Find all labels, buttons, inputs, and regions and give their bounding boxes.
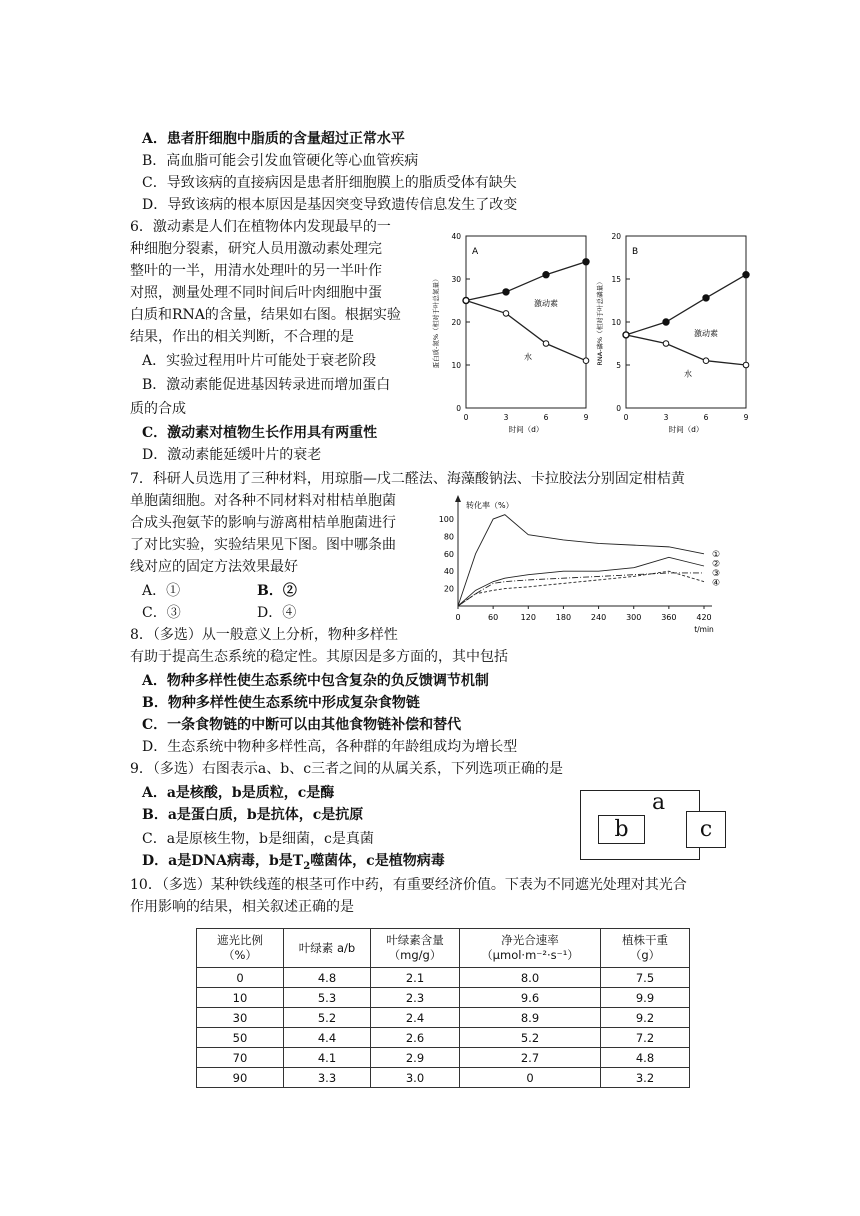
q6-option-c: C．激动素对植物生长作用具有两重性 xyxy=(142,425,378,441)
y-tick-label: 5 xyxy=(616,361,621,370)
data-point xyxy=(663,341,669,347)
series-line xyxy=(626,335,746,365)
table-row: 70 4.1 2.9 2.7 4.8 xyxy=(197,1048,690,1068)
x-tick-label: 300 xyxy=(626,613,642,622)
set-label-a: a xyxy=(652,790,666,815)
chart-a xyxy=(428,228,596,450)
q6-option-b: B．激动素能促进基因转录进而增加蛋白 xyxy=(142,377,391,393)
panel-label: A xyxy=(472,247,479,257)
series-line xyxy=(458,573,704,606)
y-tick-label: 100 xyxy=(438,515,454,525)
q6-option-d: D．激动素能延缓叶片的衰老 xyxy=(142,447,322,463)
q9-option-d: D．a是DNA病毒，b是$T_2$噬菌体，c是植物病毒 xyxy=(142,853,445,872)
x-tick-label: 0 xyxy=(623,413,629,422)
header-shading: 遮光比例 （%） xyxy=(197,929,284,968)
table-row: 90 3.3 3.0 0 3.2 xyxy=(197,1068,690,1088)
q7-option-c: C．③ xyxy=(142,605,181,621)
q6-stem-1: 6．激动素是人们在植物体内发现最早的一 xyxy=(130,219,391,235)
plot-frame xyxy=(466,236,586,408)
q8-line-2: 有助于提高生态系统的稳定性。其原因是多方面的，其中包括 xyxy=(130,649,508,665)
series-label: ④ xyxy=(712,578,721,589)
y-tick-label: 10 xyxy=(611,318,621,327)
x-tick-label: 180 xyxy=(555,613,572,622)
header-net-photosynthesis: 净光合速率 （μmol·m⁻²·s⁻¹） xyxy=(460,929,601,968)
y-tick-label: 0 xyxy=(616,404,621,413)
x-axis-label: 时间（d） xyxy=(668,425,704,434)
q6-stem-4: 对照，测量处理不同时间后叶肉细胞中蛋 xyxy=(130,285,382,301)
x-tick-label: 120 xyxy=(520,613,536,622)
y-tick-label: 20 xyxy=(451,318,461,327)
q5-option-b: B．高血脂可能会引发血管硬化等心血管疾病 xyxy=(142,153,419,169)
q8-option-d: D．生态系统中物种多样性高，各种群的年龄组成均为增长型 xyxy=(142,739,518,755)
header-dry-weight: 植株干重 （g） xyxy=(601,929,690,968)
y-tick-label: 15 xyxy=(611,275,621,284)
table-row: 30 5.2 2.4 8.9 9.2 xyxy=(197,1008,690,1028)
shading-table xyxy=(196,928,690,1088)
q7-stem-4: 线对应的固定方法效果最好 xyxy=(130,559,298,575)
series-line xyxy=(466,262,586,301)
x-tick-label: 3 xyxy=(663,413,669,422)
data-point xyxy=(703,358,709,364)
q8-option-a: A．物种多样性使生态系统中包含复杂的负反馈调节机制 xyxy=(142,673,489,689)
y-tick-label: 60 xyxy=(443,549,454,559)
q5-option-c: C．导致该病的直接病因是患者肝细胞膜上的脂质受体有缺失 xyxy=(142,175,517,191)
y-tick-label: 20 xyxy=(611,232,621,241)
q9-option-a: A．a是核酸，b是质粒，c是酶 xyxy=(142,785,335,801)
q5-option-d: D．导致该病的根本原因是基因突变导致遗传信息发生了改变 xyxy=(142,197,518,213)
q6-stem-6: 结果，作出的相关判断，不合理的是 xyxy=(130,329,354,345)
x-tick-label: 3 xyxy=(503,413,509,422)
series-label: ③ xyxy=(712,568,721,579)
q7-option-d: D．④ xyxy=(257,605,297,621)
chart-b xyxy=(596,228,756,450)
q6-stem-3: 整叶的一半，用清水处理叶的另一半叶作 xyxy=(130,263,382,279)
x-tick-label: 60 xyxy=(488,613,499,622)
q7-line-1: 7．科研人员选用了三种材料，用琼脂—戊二醛法、海藻酸钠法、卡拉胶法分别固定柑桔黄 xyxy=(130,471,685,487)
q9-stem: 9．（多选）右图表示a、b、c三者之间的从属关系，下列选项正确的是 xyxy=(130,761,564,777)
q6-stem-5: 白质和RNA的含量，结果如右图。根据实验 xyxy=(130,307,401,323)
chart-conversion-rate xyxy=(430,492,730,640)
q8-option-c: C．一条食物链的中断可以由其他食物链补偿和替代 xyxy=(142,717,462,733)
data-point xyxy=(503,311,509,317)
y-tick-label: 30 xyxy=(451,275,461,284)
header-chl-content: 叶绿素含量 （mg/g） xyxy=(371,929,460,968)
q5-option-a: A．患者肝细胞中脂质的含量超过正常水平 xyxy=(142,131,405,147)
x-tick-label: 0 xyxy=(455,613,461,622)
set-b-box: b xyxy=(598,815,645,844)
series-label: 水 xyxy=(684,369,692,379)
y-axis-label: RNA-磷%（相对于叶总磷量） xyxy=(596,278,604,366)
data-point xyxy=(623,332,629,338)
x-tick-label: 240 xyxy=(590,613,607,622)
series-label: 激动素 xyxy=(694,329,718,338)
x-tick-label: 0 xyxy=(463,413,469,422)
y-tick-label: 10 xyxy=(451,361,461,370)
data-point xyxy=(543,341,549,347)
q8-line-1: 8．（多选）从一般意义上分析，物种多样性 xyxy=(130,627,398,643)
y-tick-label: 0 xyxy=(456,404,461,413)
table-row: 0 4.8 2.1 8.0 7.5 xyxy=(197,968,690,988)
q10-line-2: 作用影响的结果，相关叙述正确的是 xyxy=(130,899,354,915)
plot-frame xyxy=(626,236,746,408)
series-label: 水 xyxy=(524,352,532,362)
series-label: 激动素 xyxy=(534,298,558,308)
x-tick-label: 6 xyxy=(543,413,549,422)
series-line xyxy=(458,571,704,606)
y-axis-arrow xyxy=(455,495,461,502)
data-point xyxy=(663,319,669,325)
x-tick-label: 6 xyxy=(703,413,709,422)
q9-option-c: C．a是原核生物，b是细菌，c是真菌 xyxy=(142,831,374,847)
x-tick-label: 360 xyxy=(661,613,677,622)
q8-option-b: B．物种多样性使生态系统中形成复杂食物链 xyxy=(142,695,420,711)
q6-option-b-cont: 质的合成 xyxy=(130,401,186,417)
x-tick-label: 420 xyxy=(696,613,712,622)
q7-option-b: B．② xyxy=(257,583,297,599)
q6-stem-2: 种细胞分裂素，研究人员用激动素处理完 xyxy=(130,241,382,257)
q9-option-b: B．a是蛋白质，b是抗体，c是抗原 xyxy=(142,807,364,823)
q7-option-a: A．① xyxy=(142,583,181,599)
data-point xyxy=(743,362,749,368)
y-tick-label: 20 xyxy=(443,584,454,594)
series-line xyxy=(626,275,746,335)
panel-label: B xyxy=(632,247,639,257)
header-chl-ratio: 叶绿素 a/b xyxy=(284,929,371,968)
series-line xyxy=(458,515,704,606)
data-point xyxy=(463,298,469,304)
series-label: ② xyxy=(712,559,721,570)
y-tick-label: 40 xyxy=(451,232,461,241)
q7-stem-1: 单胞菌细胞。对各种不同材料对柑桔单胞菌 xyxy=(130,493,396,509)
x-axis-label: t/min xyxy=(694,625,714,634)
series-label: ① xyxy=(712,549,721,560)
data-point xyxy=(743,272,749,278)
x-tick-label: 9 xyxy=(743,413,749,422)
x-tick-label: 9 xyxy=(583,413,589,422)
q10-line-1: 10．（多选）某种铁线莲的根茎可作中药，有重要经济价值。下表为不同遮光处理对其光合 xyxy=(130,877,687,893)
y-tick-label: 80 xyxy=(443,532,454,542)
data-point xyxy=(503,289,509,295)
q7-stem-2: 合成头孢氨苄的影响与游离柑桔单胞菌进行 xyxy=(130,515,396,531)
data-point xyxy=(583,358,589,364)
table-row: 50 4.4 2.6 5.2 7.2 xyxy=(197,1028,690,1048)
data-point xyxy=(583,259,589,265)
x-axis-label: 时间（d） xyxy=(508,425,544,434)
q6-option-a: A．实验过程用叶片可能处于衰老阶段 xyxy=(142,353,377,369)
y-axis-label: 蛋白质-氮%（相对于叶总氮量） xyxy=(432,275,440,369)
table-row: 10 5.3 2.3 9.6 9.9 xyxy=(197,988,690,1008)
set-c-box: c xyxy=(686,811,726,848)
y-axis-label: 转化率（%） xyxy=(466,501,514,510)
data-point xyxy=(703,295,709,301)
y-tick-label: 40 xyxy=(443,567,454,577)
data-point xyxy=(543,272,549,278)
q7-stem-3: 了对比实验，实验结果见下图。图中哪条曲 xyxy=(130,537,396,553)
